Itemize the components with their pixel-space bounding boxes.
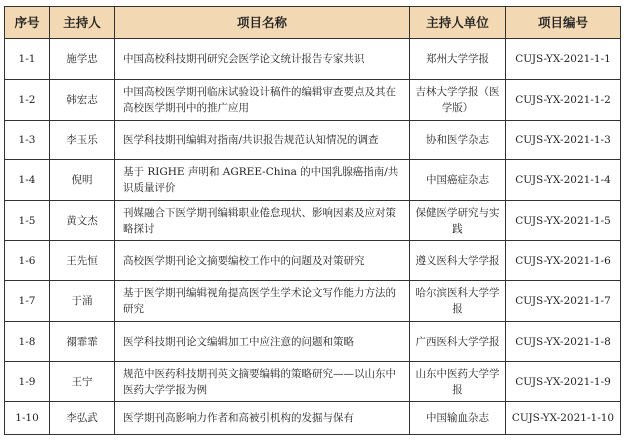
row-unit: 广西医科大学学报: [410, 322, 506, 362]
table-header: [5, 7, 621, 39]
row-unit: 郑州大学学报: [410, 39, 506, 80]
row-title: 基于 RIGHE 声明和 AGREE-China 的中国乳腺癌指南/共识质量评价: [115, 160, 410, 201]
table-row: [5, 80, 621, 121]
row-host: 黄文杰: [50, 201, 115, 241]
row-code: CUJS-YX-2021-1-10: [506, 402, 621, 435]
row-no: 1-7: [5, 281, 50, 322]
row-code: CUJS-YX-2021-1-6: [506, 241, 621, 281]
row-unit: 保健医学研究与实践: [410, 201, 506, 241]
row-code: CUJS-YX-2021-1-4: [506, 160, 621, 201]
row-title: 医学期刊高影响力作者和高被引机构的发掘与保有: [115, 402, 410, 435]
row-unit: 协和医学杂志: [410, 121, 506, 160]
row-unit: 遵义医科大学学报: [410, 241, 506, 281]
table-row: [5, 281, 621, 322]
row-unit: 中国癌症杂志: [410, 160, 506, 201]
row-no: 1-2: [5, 80, 50, 121]
header-unit: 主持人单位: [410, 7, 506, 39]
row-no: 1-10: [5, 402, 50, 435]
row-host: 韩宏志: [50, 80, 115, 121]
header-host: 主持人: [50, 7, 115, 39]
row-host: 李玉乐: [50, 121, 115, 160]
row-host: 李弘武: [50, 402, 115, 435]
row-host: 王先恒: [50, 241, 115, 281]
row-title: 刊媒融合下医学期刊编辑职业倦怠现状、影响因素及应对策略探讨: [115, 201, 410, 241]
row-host: 倪明: [50, 160, 115, 201]
row-no: 1-3: [5, 121, 50, 160]
table-row: [5, 39, 621, 80]
row-unit: 哈尔滨医科大学学报: [410, 281, 506, 322]
header-code: 项目编号: [506, 7, 621, 39]
project-table: [4, 6, 621, 435]
row-title: 中国高校医学期刊临床试验设计稿件的编辑审查要点及其在高校医学期刊中的推广应用: [115, 80, 410, 121]
row-title: 高校医学期刊论文摘要编校工作中的问题及对策研究: [115, 241, 410, 281]
row-unit: 山东中医药大学学报: [410, 362, 506, 402]
row-code: CUJS-YX-2021-1-3: [506, 121, 621, 160]
row-code: CUJS-YX-2021-1-8: [506, 322, 621, 362]
row-unit: 吉林大学学报（医学版）: [410, 80, 506, 121]
row-code: CUJS-YX-2021-1-9: [506, 362, 621, 402]
row-title: 中国高校科技期刊研究会医学论文统计报告专家共识: [115, 39, 410, 80]
header-title: 项目名称: [115, 7, 410, 39]
row-code: CUJS-YX-2021-1-5: [506, 201, 621, 241]
row-host: 禤霏霏: [50, 322, 115, 362]
row-host: 施学忠: [50, 39, 115, 80]
row-no: 1-9: [5, 362, 50, 402]
table-row: [5, 402, 621, 435]
row-no: 1-1: [5, 39, 50, 80]
table-row: [5, 241, 621, 281]
header-no: 序号: [5, 7, 50, 39]
row-title: 规范中医药科技期刊英文摘要编辑的策略研究——以山东中医药大学学报为例: [115, 362, 410, 402]
row-no: 1-6: [5, 241, 50, 281]
row-title: 医学科技期刊论文编辑加工中应注意的问题和策略: [115, 322, 410, 362]
row-code: CUJS-YX-2021-1-7: [506, 281, 621, 322]
row-no: 1-8: [5, 322, 50, 362]
table-row: [5, 322, 621, 362]
row-no: 1-5: [5, 201, 50, 241]
row-unit: 中国输血杂志: [410, 402, 506, 435]
table-row: [5, 201, 621, 241]
row-title: 医学科技期刊编辑对指南/共识报告规范认知情况的调查: [115, 121, 410, 160]
row-no: 1-4: [5, 160, 50, 201]
row-code: CUJS-YX-2021-1-2: [506, 80, 621, 121]
row-host: 于涌: [50, 281, 115, 322]
table-row: [5, 160, 621, 201]
row-host: 王宁: [50, 362, 115, 402]
table-row: [5, 121, 621, 160]
row-code: CUJS-YX-2021-1-1: [506, 39, 621, 80]
table-row: [5, 362, 621, 402]
row-title: 基于医学期刊编辑视角提高医学生学术论文写作能力方法的研究: [115, 281, 410, 322]
